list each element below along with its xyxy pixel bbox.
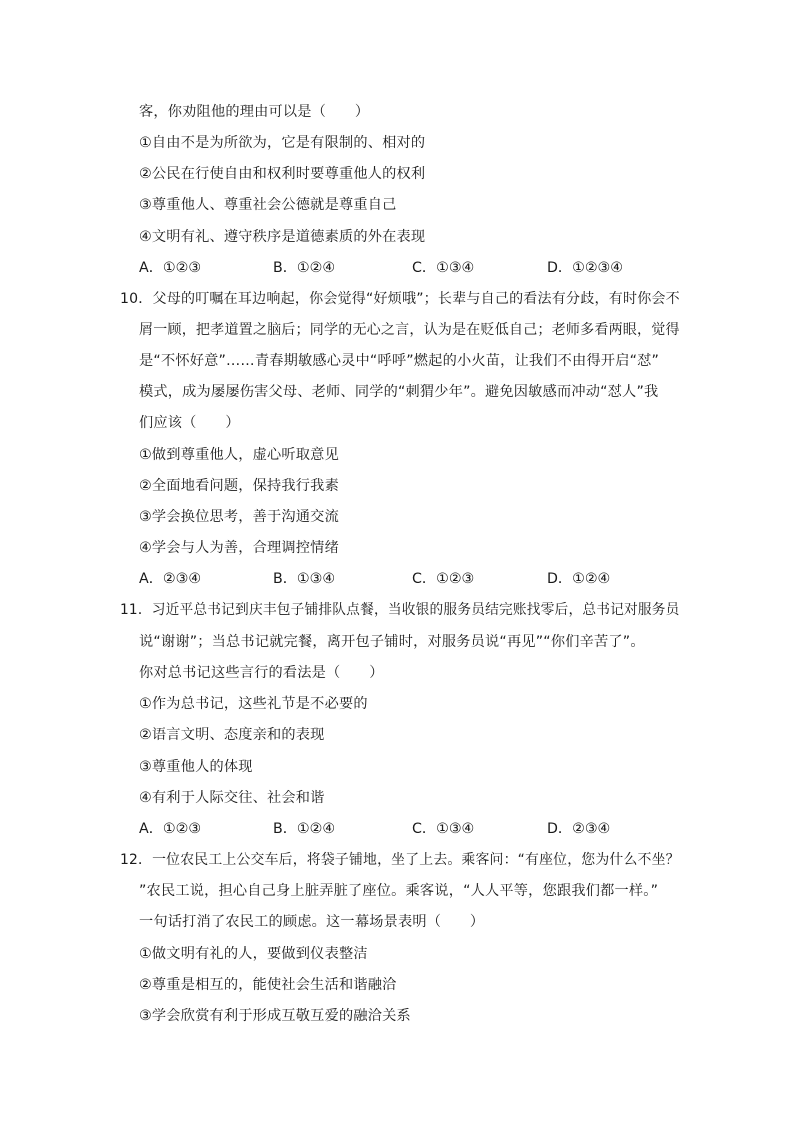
q11-choice-c: C．①③④ bbox=[412, 821, 475, 837]
q10-option-2: ②全面地看问题，保持我行我素 bbox=[139, 478, 339, 494]
q11-choice-d: D．②③④ bbox=[547, 821, 611, 837]
q10-option-3: ③学会换位思考，善于沟通交流 bbox=[139, 509, 339, 525]
q11-choice-b: B．①②④ bbox=[273, 821, 336, 837]
q10-stem-line-1: 10．父母的叮嘱在耳边响起，你会觉得“好烦哦”；长辈与自己的看法有分歧，有时你会不 bbox=[120, 291, 680, 307]
q9-choice-c: C．①③④ bbox=[412, 260, 475, 276]
q12-option-2: ②尊重是相互的，能使社会生活和谐融洽 bbox=[139, 977, 397, 993]
q9-choice-b: B．①②④ bbox=[273, 260, 336, 276]
q11-stem-line-1: 11．习近平总书记到庆丰包子铺排队点餐，当收银的服务员结完账找零后，总书记对服务员 bbox=[120, 602, 680, 618]
q10-stem-line-3: 是“不怀好意”……青春期敏感心灵中“呼呼”燃起的小火苗，让我们不由得开启“怼” bbox=[139, 353, 660, 369]
q9-option-1: ①自由不是为所欲为，它是有限制的、相对的 bbox=[139, 135, 426, 151]
q9-choice-d: D．①②③④ bbox=[547, 260, 623, 276]
q10-option-4: ④学会与人为善，合理调控情绪 bbox=[139, 540, 339, 556]
q10-option-1: ①做到尊重他人，虚心听取意见 bbox=[139, 447, 339, 463]
q9-choice-a: A．①②③ bbox=[139, 260, 202, 276]
q10-choice-c: C．①②③ bbox=[412, 571, 475, 587]
q11-option-3: ③尊重他人的体现 bbox=[139, 759, 253, 775]
q12-option-1: ①做文明有礼的人，要做到仪表整洁 bbox=[139, 946, 368, 962]
q11-choice-a: A．①②③ bbox=[139, 821, 202, 837]
q9-stem-tail: 客，你劝阻他的理由可以是（ ） bbox=[139, 104, 370, 120]
q12-option-3: ③学会欣赏有利于形成互敬互爱的融洽关系 bbox=[139, 1008, 411, 1024]
q11-option-2: ②语言文明、态度亲和的表现 bbox=[139, 727, 325, 743]
q11-option-1: ①作为总书记，这些礼节是不必要的 bbox=[139, 696, 368, 712]
q10-stem-line-4: 模式，成为屡屡伤害父母、老师、同学的“刺猬少年”。避免因敏感而冲动“怼人”我 bbox=[139, 384, 659, 400]
q12-stem-line-1: 12．一位农民工上公交车后，将袋子铺地，坐了上去。乘客问：“有座位，您为什么不坐？ bbox=[120, 852, 680, 868]
q10-choice-a: A．②③④ bbox=[139, 571, 202, 587]
q9-choices bbox=[139, 258, 659, 278]
q12-stem-line-2: ”农民工说，担心自己身上脏弄脏了座位。乘客说，“人人平等，您跟我们都一样。” bbox=[139, 883, 659, 899]
q10-choice-d: D．①②④ bbox=[547, 571, 611, 587]
q11-stem-line-2: 说“谢谢”；当总书记就完餐，离开包子铺时，对服务员说“再见”“你们辛苦了”。 bbox=[139, 634, 645, 650]
q9-option-3: ③尊重他人、尊重社会公德就是尊重自己 bbox=[139, 197, 397, 213]
q12-stem-line-3: 一句话打消了农民工的顾虑。这一幕场景表明（ ） bbox=[139, 914, 485, 930]
q9-option-4: ④文明有礼、遵守秩序是道德素质的外在表现 bbox=[139, 229, 426, 245]
q10-stem-line-5: 们应该（ ） bbox=[139, 415, 240, 431]
q10-stem-line-2: 屑一顾，把孝道置之脑后；同学的无心之言，认为是在贬低自己；老师多看两眼，觉得 bbox=[139, 322, 680, 338]
q11-option-4: ④有利于人际交往、社会和谐 bbox=[139, 790, 325, 806]
q9-option-2: ②公民在行使自由和权利时要尊重他人的权利 bbox=[139, 166, 426, 182]
q11-choices bbox=[139, 819, 659, 839]
q11-stem-line-3: 你对总书记这些言行的看法是（ ） bbox=[139, 665, 384, 681]
q10-choices bbox=[139, 569, 659, 589]
q10-choice-b: B．①③④ bbox=[273, 571, 336, 587]
